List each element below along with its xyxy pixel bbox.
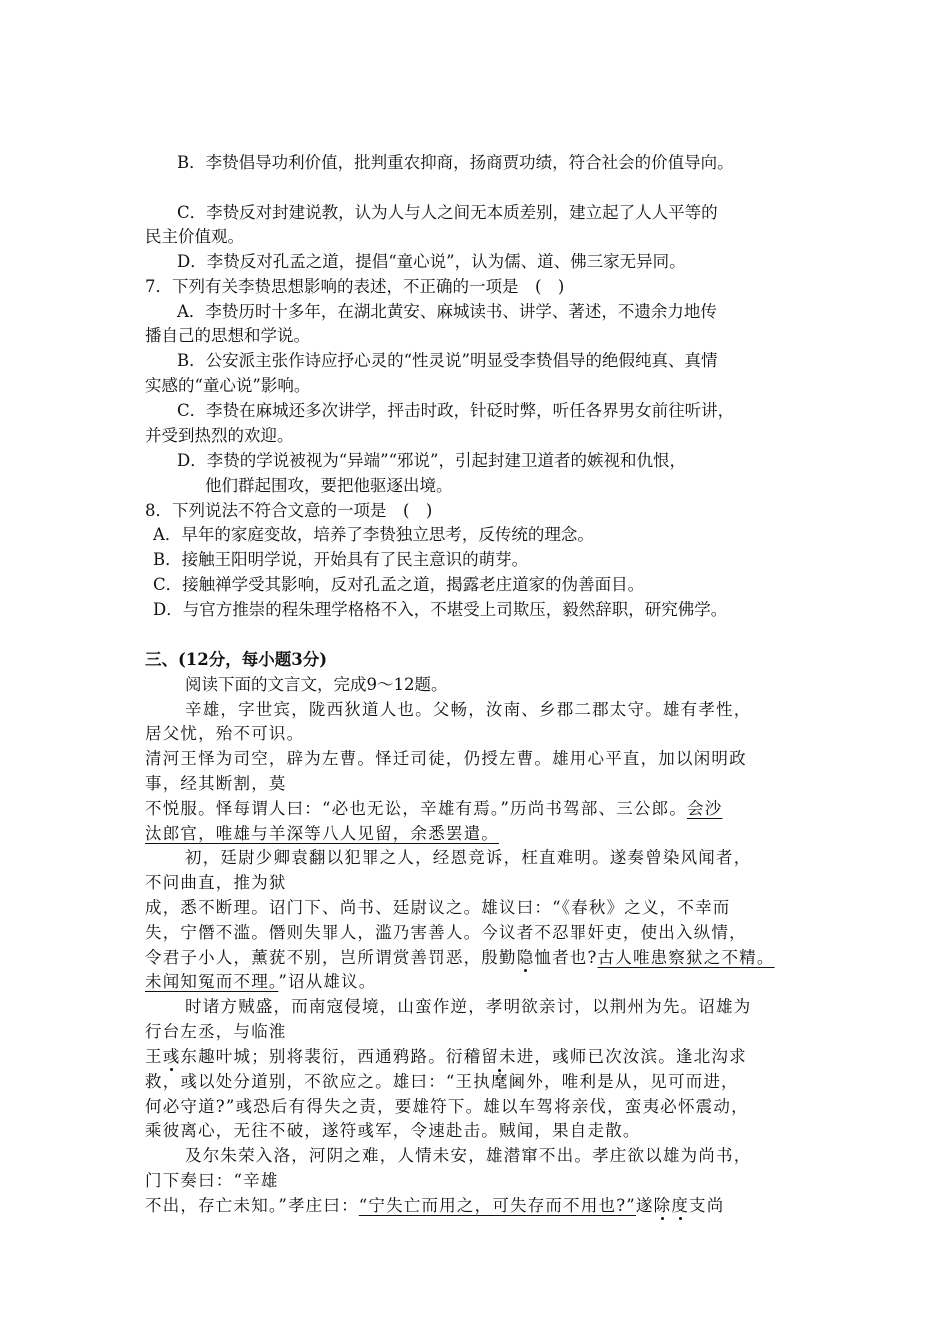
q7-option-c-line2: 并受到热烈的欢迎。 xyxy=(145,426,294,445)
passage-line: 时诸方贼盛，而南寇侵境，山蛮作逆，孝明欲亲讨，以荆州为先。诏雄为 xyxy=(185,997,752,1016)
emphasis-dot-char: 彧 xyxy=(162,1047,181,1066)
passage-line: 行台左丞，与临淮 xyxy=(145,1022,287,1041)
passage-line: 失，宁僭不滥。僭则失罪人，滥乃害善人。今议者不忍罪奸吏，使出入纵情， xyxy=(145,923,747,942)
passage-text: 令君子小人，薰莸不别，岂所谓赏善罚恶，殷勤 xyxy=(145,948,517,967)
passage-line xyxy=(145,823,499,845)
passage-line: 辛雄，字世宾，陇西狄道人也。父畅，汝南、乡郡二郡太守。雄有孝性， xyxy=(185,700,752,719)
passage-text: ”诏从雄议。 xyxy=(278,972,377,991)
passage-text: 东趣叶城；别将裴衍，西通鸦路。衍稽留未进，彧师已次汝滨。逢北沟求 xyxy=(180,1047,747,1066)
underlined-sentence: 汰郎官，唯雄与羊深等八人见留，余悉罢遣。 xyxy=(145,824,499,843)
passage-line: 清河王怿为司空，辟为左曹。怿迁司徒，仍授左曹。雄用心平直，加以闲明政 xyxy=(145,749,747,768)
passage-line xyxy=(145,947,775,969)
passage-line: 事，经其断割，莫 xyxy=(145,774,287,793)
q7-option-b-line2: 实感的“童心说”影响。 xyxy=(145,376,311,395)
emphasis-dot-char: 除 xyxy=(653,1196,672,1215)
passage-text: 不出，存亡未知。”孝庄曰： xyxy=(145,1196,359,1215)
emphasis-dot-char: 隐 xyxy=(516,948,535,967)
passage-line xyxy=(145,1195,724,1217)
underlined-sentence: 未闻知冤而不理。 xyxy=(145,972,279,991)
underlined-sentence: 古人唯患察狱之不精。 xyxy=(597,948,775,967)
q7-option-c-line1: C．李贽在麻城还多次讲学，抨击时政，针砭时弊，听任各界男女前往听讲， xyxy=(177,401,735,420)
underlined-sentence: 会沙 xyxy=(687,799,723,818)
passage-line: 成，悉不断理。诏门下、尚书、廷尉议之。雄议曰：“《春秋》之义，不幸而 xyxy=(145,898,731,917)
passage-line: 居父忧，殆不可识。 xyxy=(145,724,305,743)
passage-text: 恤者也? xyxy=(534,948,598,967)
passage-text: 王 xyxy=(145,1047,163,1066)
underlined-sentence: “宁失亡而用之，可失存而不用也?” xyxy=(358,1196,636,1215)
emphasis-dot-char: 度 xyxy=(671,1196,690,1215)
q6-option-c-line2: 民主价值观。 xyxy=(145,227,244,246)
passage-line: 乘彼离心，无往不破，遂符彧军，令速赴击。贼闻，果自走散。 xyxy=(145,1121,641,1140)
q7-option-d-line2: 他们群起围攻，要把他驱逐出境。 xyxy=(205,476,453,495)
passage-text: 不悦服。怿每谓人曰：“必也无讼，辛雄有焉。”历尚书驾部、三公郎。 xyxy=(145,799,688,818)
q7-option-a-line1: A．李贽历时十多年，在湖北黄安、麻城读书、讲学、著述，不遗余力地传 xyxy=(177,302,717,321)
q7-stem: 7．下列有关李贽思想影响的表述，不正确的一项是 ( ) xyxy=(145,277,565,296)
q7-option-b-line1: B．公安派主张作诗应抒心灵的“性灵说”明显受李贽倡导的绝假纯真、真情 xyxy=(177,351,718,370)
passage-text: 救，彧以处分道别，不欲应之。雄曰：“王执 xyxy=(145,1072,491,1091)
passage-line: 初，廷尉少卿袁翻以犯罪之人，经恩竞诉，枉直难明。遂奏曾染风闻者， xyxy=(185,848,752,867)
section-heading: 三、(12分，每小题3分) xyxy=(145,650,328,669)
q8-option-a: A．早年的家庭变故，培养了李贽独立思考，反传统的理念。 xyxy=(153,525,594,544)
passage-line: 不问曲直，推为狱 xyxy=(145,873,287,892)
section-instruction: 阅读下面的文言文，完成9～12题。 xyxy=(185,675,448,694)
q6-option-c-line1: C．李贽反对封建说教，认为人与人之间无本质差别，建立起了人人平等的 xyxy=(177,203,718,222)
q6-option-b: B．李贽倡导功利价值，批判重农抑商，扬商贾功绩，符合社会的价值导向。 xyxy=(177,153,734,172)
emphasis-dot-char: 麾 xyxy=(490,1072,509,1091)
passage-line xyxy=(145,1071,739,1093)
q6-option-d: D．李贽反对孔孟之道，提倡“童心说”，认为儒、道、佛三家无异同。 xyxy=(177,252,686,271)
q7-option-d-line1: D．李贽的学说被视为“异端”“邪说”，引起封建卫道者的嫉视和仇恨， xyxy=(177,451,686,470)
q8-stem: 8．下列说法不符合文意的一项是 ( ) xyxy=(145,501,433,520)
passage-line: 门下奏曰：“辛雄 xyxy=(145,1171,279,1190)
passage-text: 支尚 xyxy=(689,1196,725,1215)
passage-text: 阃外，唯利是从，见可而进， xyxy=(508,1072,739,1091)
q8-option-c: C．接触禅学受其影响，反对孔孟之道，揭露老庄道家的伪善面目。 xyxy=(153,575,645,594)
passage-line xyxy=(145,971,377,993)
q8-option-b: B．接触王阳明学说，开始具有了民主意识的萌芽。 xyxy=(153,550,529,569)
passage-line xyxy=(145,1046,747,1068)
passage-line: 及尔朱荣入洛，河阴之难，人情未安，雄潜窜不出。孝庄欲以雄为尚书， xyxy=(185,1146,752,1165)
q7-option-a-line2: 播自己的思想和学说。 xyxy=(145,326,310,345)
passage-line xyxy=(145,798,722,820)
q8-option-d: D．与官方推崇的程朱理学格格不入，不堪受上司欺压，毅然辞职，研究佛学。 xyxy=(153,600,728,619)
passage-text: 遂 xyxy=(635,1196,654,1215)
passage-line: 何必守道?”彧恐后有得失之责，要雄符下。雄以车驾将亲伐，蛮夷必怀震动， xyxy=(145,1097,749,1116)
